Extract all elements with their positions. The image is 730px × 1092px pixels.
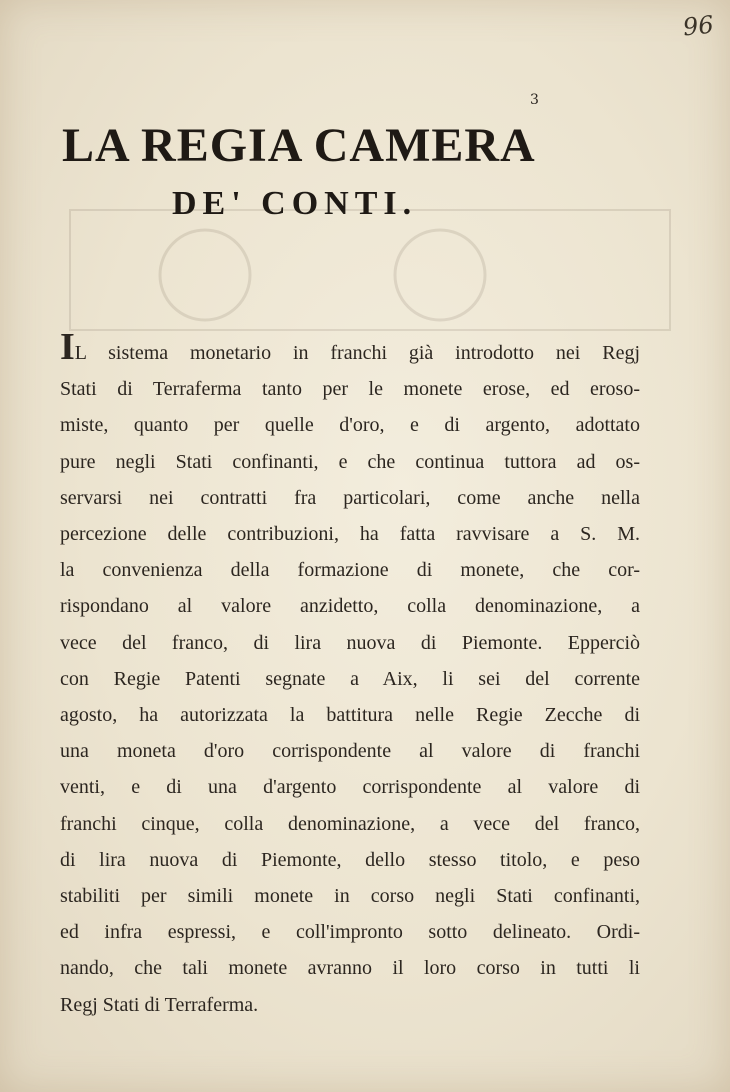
text-line: stabiliti per simili monete in corso negli Stati confinanti, (60, 885, 640, 908)
text-line: ed infra espressi, e coll'impronto sotto delineato. Ordi- (60, 921, 640, 944)
document-subtitle: DE' CONTI. (172, 185, 418, 222)
text-line: vece del franco, di lira nuova di Piemonte. Epperciò (60, 631, 640, 654)
text-line: percezione delle contribuzioni, ha fatta ravvisare a S. M. (60, 523, 640, 546)
text-line: una moneta d'oro corrispondente al valore di franchi (60, 740, 640, 763)
bleed-through-coin-right (395, 230, 485, 320)
text-line: con Regie Patenti segnate a Aix, li sei del corrente (60, 667, 640, 690)
text-line: la convenienza della formazione di monete, che cor- (60, 559, 640, 582)
text-line: Stati di Terraferma tanto per le monete erose, ed eroso- (60, 378, 640, 401)
text-line-content: L sistema monetario in franchi già introdotto nei Regj (74, 342, 640, 364)
bleed-through-frame (70, 210, 670, 330)
text-line: di lira nuova di Piemonte, dello stesso titolo, e peso (60, 848, 640, 871)
text-line: rispondano al valore anzidetto, colla denominazione, a (60, 595, 640, 618)
text-line: venti, e di una d'argento corrispondente al valore di (60, 776, 640, 799)
page-number: 3 (530, 92, 539, 108)
body-paragraph (60, 328, 640, 1023)
text-line: Regj Stati di Terraferma. (60, 993, 259, 1016)
bleed-through-coin-left (160, 230, 250, 320)
drop-cap: I (60, 326, 75, 368)
text-line: miste, quanto per quelle d'oro, e di argento, adottato (60, 414, 640, 437)
document-title: LA REGIA CAMERA (62, 119, 536, 172)
text-line: servarsi nei contratti fra particolari, come anche nella (60, 486, 640, 509)
text-line: nando, che tali monete avranno il loro corso in tutti li (60, 957, 640, 980)
text-line: agosto, ha autorizzata la battitura nelle Regie Zecche di (60, 704, 640, 727)
text-line: franchi cinque, colla denominazione, a vece del franco, (60, 812, 640, 835)
text-line (60, 328, 640, 371)
handwritten-folio-mark: 96 (682, 10, 716, 42)
text-line: pure negli Stati confinanti, e che continua tuttora ad os- (60, 450, 640, 473)
